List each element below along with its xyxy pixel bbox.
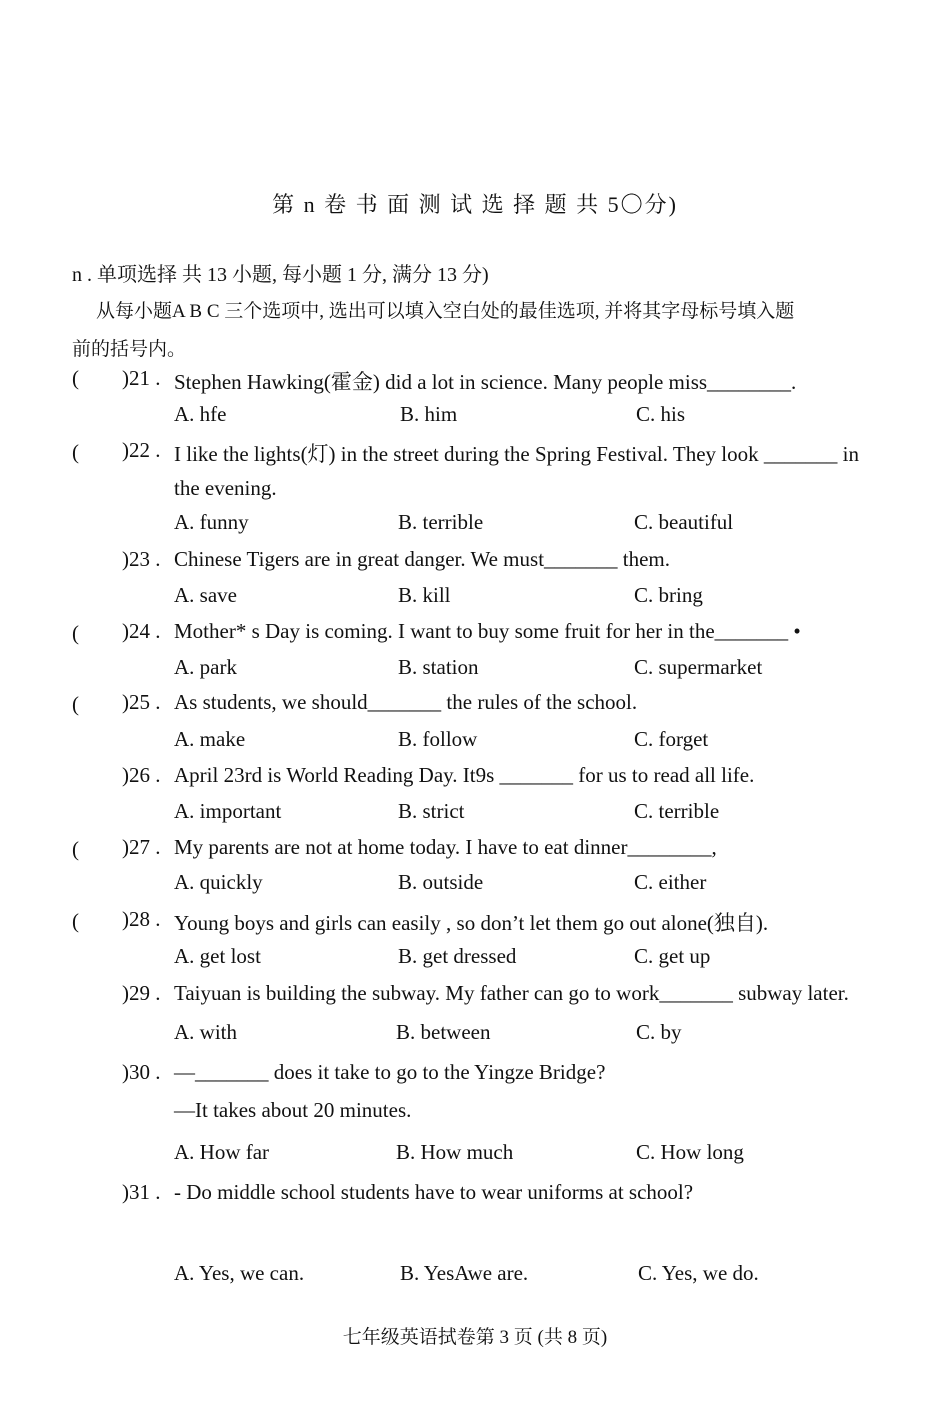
question-text: I like the lights(灯) in the street during the Spring Festival. They look _______ in: [174, 442, 859, 466]
instructions-line-1: 从每小题A B C 三个选项中, 选出可以填入空白处的最佳选项, 并将其字母标号填入题: [96, 301, 795, 322]
option-b: B. terrible: [398, 510, 484, 534]
question-number: )26 .: [122, 763, 161, 787]
answer-paren: (: [72, 440, 79, 464]
option-b: B. between: [396, 1020, 491, 1044]
section-heading: n . 单项选择 共 13 小题, 每小题 1 分, 满分 13 分): [72, 264, 489, 286]
question-text: My parents are not at home today. I have to eat dinner________,: [174, 835, 717, 859]
question-number: )21 .: [122, 366, 161, 390]
question-number: )24 .: [122, 619, 161, 643]
option-b: B. kill: [398, 583, 451, 607]
question-text: Mother* s Day is coming. I want to buy some fruit for her in the_______ •: [174, 619, 801, 643]
question-text-continued: —It takes about 20 minutes.: [174, 1098, 412, 1122]
question-number: )23 .: [122, 547, 161, 571]
question-number: )31 .: [122, 1180, 161, 1204]
page-footer: 七年级英语拭卷第 3 页 (共 8 页): [342, 1327, 608, 1348]
option-b: B. get dressed: [398, 944, 517, 968]
option-b: B. outside: [398, 870, 484, 894]
section-title: 第 n 卷 书 面 测 试 选 择 题 共 5〇分): [272, 192, 678, 217]
question-text-continued: the evening.: [174, 476, 277, 500]
option-b: B. him: [400, 402, 458, 426]
answer-paren: (: [72, 366, 79, 390]
option-c: C. Yes, we do.: [638, 1261, 759, 1285]
option-a: A. How far: [174, 1140, 270, 1164]
question-number: )27 .: [122, 835, 161, 859]
option-a: A. get lost: [174, 944, 261, 968]
option-c: C. How long: [636, 1140, 744, 1164]
option-c: C. bring: [634, 583, 703, 607]
option-a: A. important: [174, 799, 282, 823]
option-a: A. quickly: [174, 870, 263, 894]
option-c: C. beautiful: [634, 510, 734, 534]
option-c: C. forget: [634, 727, 709, 751]
answer-paren: (: [72, 692, 79, 716]
option-a: A. save: [174, 583, 237, 607]
question-text: —_______ does it take to go to the Yingze Bridge?: [174, 1060, 606, 1084]
option-c: C. either: [634, 870, 707, 894]
option-c: C. by: [636, 1020, 682, 1044]
question-text: - Do middle school students have to wear uniforms at school?: [174, 1180, 694, 1204]
answer-paren: (: [72, 909, 79, 933]
question-number: )22 .: [122, 438, 161, 462]
question-text: Young boys and girls can easily , so don’t let them go out alone(独自).: [174, 911, 769, 935]
option-c: C. terrible: [634, 799, 720, 823]
answer-paren: (: [72, 837, 79, 861]
question-number: )28 .: [122, 907, 161, 931]
question-text: Chinese Tigers are in great danger. We must_______ them.: [174, 547, 671, 571]
option-a: A. funny: [174, 510, 249, 534]
option-a: A. with: [174, 1020, 237, 1044]
option-b: B. How much: [396, 1140, 514, 1164]
option-b: B. strict: [398, 799, 465, 823]
option-b: B. station: [398, 655, 479, 679]
option-c: C. get up: [634, 944, 711, 968]
question-number: )30 .: [122, 1060, 161, 1084]
option-b: B. follow: [398, 727, 478, 751]
question-text: Stephen Hawking(霍金) did a lot in science. Many people miss________.: [174, 370, 797, 394]
question-text: Taiyuan is building the subway. My father can go to work_______ subway later.: [174, 981, 849, 1005]
option-c: C. supermarket: [634, 655, 763, 679]
option-a: A. Yes, we can.: [174, 1261, 305, 1285]
option-b: B. YesAwe are.: [400, 1261, 529, 1285]
option-a: A. hfe: [174, 402, 227, 426]
answer-paren: (: [72, 621, 79, 645]
option-a: A. park: [174, 655, 237, 679]
question-number: )25 .: [122, 690, 161, 714]
question-text: April 23rd is World Reading Day. It9s _______ for us to read all life.: [174, 763, 755, 787]
question-number: )29 .: [122, 981, 161, 1005]
question-text: As students, we should_______ the rules of the school.: [174, 690, 638, 714]
option-c: C. his: [636, 402, 686, 426]
option-a: A. make: [174, 727, 246, 751]
instructions-line-2: 前的括号内。: [72, 339, 187, 360]
